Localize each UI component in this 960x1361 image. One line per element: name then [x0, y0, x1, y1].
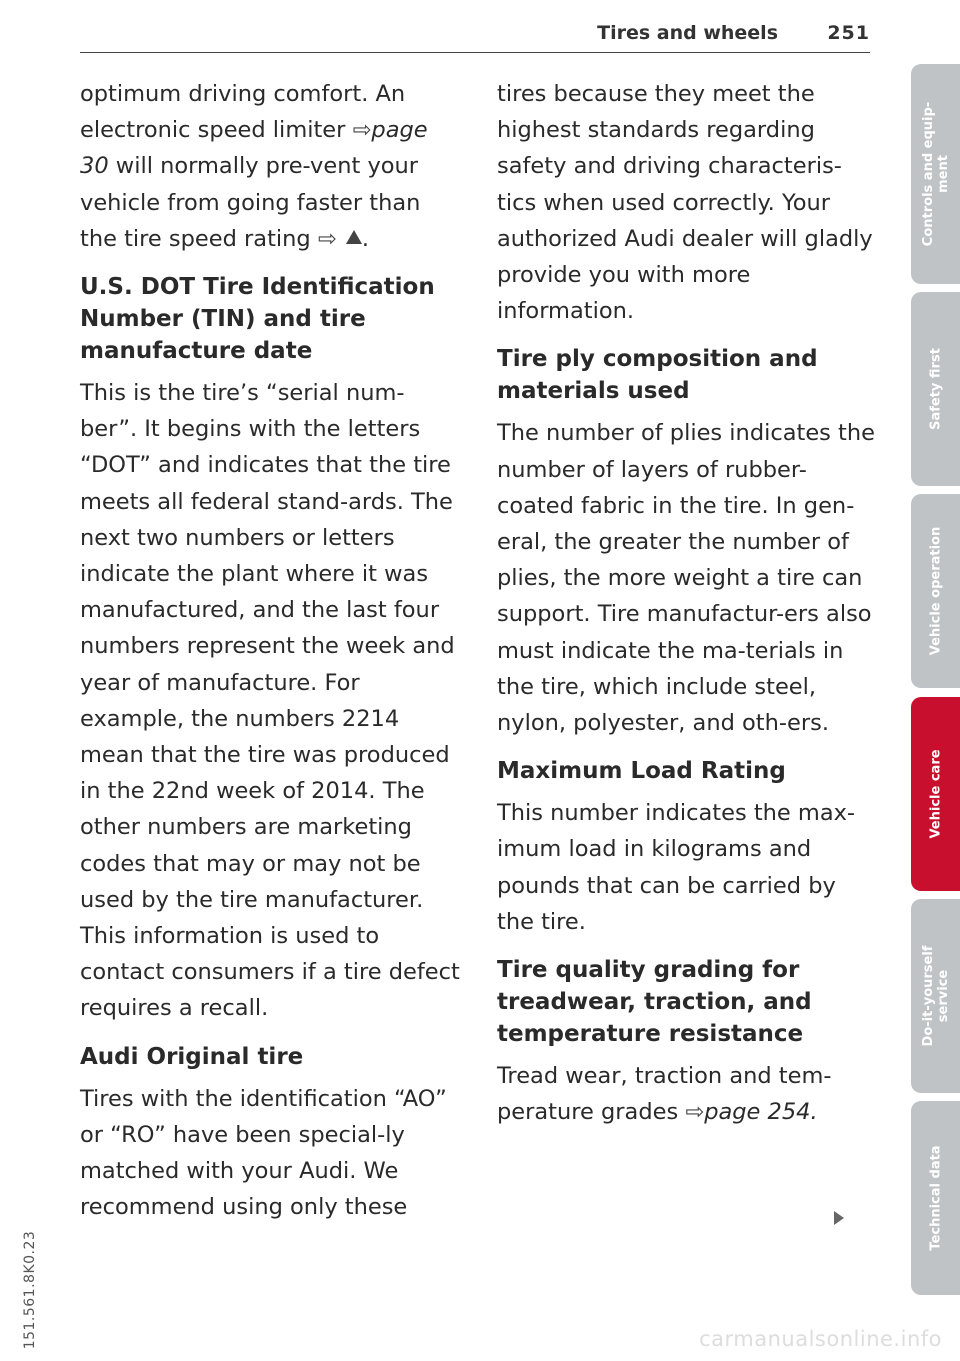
- heading-original-tire: Audi Original tire: [80, 1043, 304, 1070]
- tab-label: Vehicle care: [928, 749, 943, 839]
- tab-safety-first[interactable]: [911, 292, 960, 486]
- tab-technical-data[interactable]: [911, 1101, 960, 1295]
- paragraph-grading: Tread wear, traction and tem-perature grades ⇨page 254.: [497, 1063, 832, 1126]
- page-number: 251: [827, 22, 870, 44]
- document-code: 151.561.8K0.23: [22, 1230, 38, 1350]
- page-header: [80, 0, 870, 53]
- tab-label: Technical data: [928, 1145, 943, 1251]
- tab-vehicle-care[interactable]: [911, 697, 960, 891]
- header-title: Tires and wheels: [597, 22, 778, 44]
- heading-load: Maximum Load Rating: [497, 758, 786, 785]
- tab-label: Vehicle operation: [928, 526, 943, 656]
- tab-do-it-yourself-service[interactable]: [911, 899, 960, 1093]
- paragraph-load: This number indicates the max-imum load in kilograms and pounds that can be carried by the tire.: [497, 800, 856, 935]
- arrow-icon: ⇨: [317, 225, 337, 252]
- heading-ply: Tire ply composition and materials used: [497, 346, 818, 405]
- tab-label: Do-it-yourself service: [920, 945, 951, 1047]
- paragraph-ply: The number of plies indicates the number of layers of rubber-coated fabric in the tire. In gen-eral, the greater the number of plies, the more weight a tire can support. Tire manufactur-ers also must indicate the ma-terials in the tire, which include steel, nylon, polyester, and oth-ers.: [497, 420, 875, 737]
- watermark: carmanualsonline.info: [699, 1327, 942, 1351]
- tab-controls-and-equipment[interactable]: [911, 64, 960, 284]
- arrow-icon: ⇨: [685, 1099, 705, 1126]
- left-column: [80, 76, 460, 1225]
- paragraph-tin: This is the tire’s “serial num-ber”. It begins with the letters “DOT” and indicates that the tire meets all federal stand-ards. The next two numbers or letters indicate the plant where it was manufactured, and the last four numbers represent the week and year of manufacture. For example, the numbers 2214 mean that the tire was produced in the 22nd week of 2014. The other numbers are marketing codes that may or may not be used by the tire manufacturer. This information is used to contact consumers if a tire defect requires a recall.: [80, 380, 460, 1022]
- tab-vehicle-operation[interactable]: [911, 494, 960, 688]
- paragraph-original-tire: Tires with the identification “AO” or “RO” have been special-ly matched with your Audi. We recommend using only these: [80, 1085, 447, 1221]
- continue-arrow-icon: [834, 1211, 844, 1225]
- tab-label: Safety first: [928, 348, 943, 430]
- warning-triangle-icon[interactable]: [346, 230, 362, 244]
- section-sidebar: [911, 0, 960, 1361]
- right-column: [497, 76, 877, 1130]
- page-ref-link[interactable]: page 254.: [704, 1099, 818, 1126]
- heading-grading: Tire quality grading for treadwear, traction, and temperature resistance: [497, 957, 812, 1048]
- paragraph-original-cont: tires because they meet the highest standards regarding safety and driving characteris-tics when used correctly. Your authorized Audi dealer will gladly provide you with more information.: [497, 81, 873, 325]
- page-ref-link[interactable]: page 30: [80, 117, 428, 180]
- paragraph-speed-rating: optimum driving comfort. An electronic speed limiter ⇨page 30 will normally pre-vent your vehicle from going faster than the tire speed rating ⇨ .: [80, 81, 428, 252]
- heading-tin: U.S. DOT Tire Identification Number (TIN) and tire manufacture date: [80, 274, 435, 365]
- arrow-icon: ⇨: [352, 117, 372, 144]
- tab-label: Controls and equip- ment: [920, 101, 951, 247]
